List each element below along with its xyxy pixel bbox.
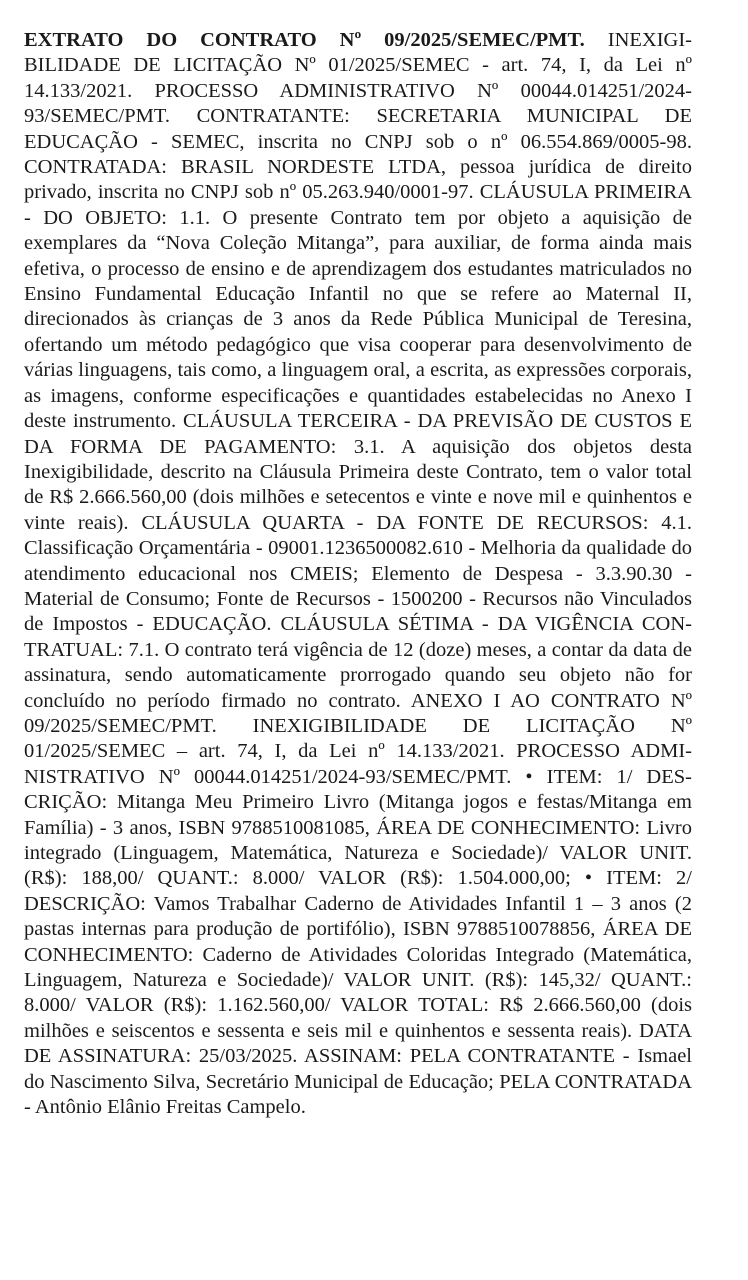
document-body: INEXIGIBILIDADE DE LICITAÇÃO Nº 01/2025/SEMEC - art. 74, I, da Lei nº 14.133/2021. PROCESSO ADMINISTRATIVO Nº 00044.014251/2024-93/SEMEC/PMT. CONTRATANTE: SECRETARIA MUNICIPAL DE EDUCAÇÃO - SEMEC, inscrita no CNPJ sob o nº 06.554.869/0005-98. CONTRATADA: BRASIL NORDESTE LTDA, pessoa jurídica de direito privado, inscrita no CNPJ sob nº 05.263.940/0001-97. CLÁUSULA PRIMEIRA - DO OBJETO: 1.1. O presente Contrato tem por objeto a aquisição de exemplares da “Nova Coleção Mitanga”, para auxiliar, de forma ainda mais efetiva, o processo de ensino e de aprendizagem dos estudantes matriculados no Ensino Fundamental Educação Infantil no que se refere ao Maternal II, direcionados às crianças de 3 anos da Rede Pública Municipal de Teresina, ofertando um método pedagógico que visa cooperar para desenvolvimento de várias linguagens, tais como, a linguagem oral, a escrita, as expressões corporais, as imagens, conforme especificações e quantidades estabelecidas no Anexo I deste instrumento. CLÁUSULA TERCEIRA - DA PREVISÃO DE CUSTOS E DA FORMA DE PAGAMENTO: 3.1. A aquisição dos objetos desta Inexigibilidade, descrito na Cláusula Primeira deste Contrato, tem o valor total de R$ 2.666.560,00 (dois milhões e setecentos e vinte e nove mil e quinhentos e vinte reais). CLÁUSULA QUARTA - DA FONTE DE RECURSOS: 4.1. Classificação Orçamentária - 09001.1236500082.610 - Melhoria da qualidade do atendimento educacional nos CMEIS; Elemento de Despesa - 3.3.90.30 - Material de Consumo; Fonte de Recursos - 1500200 - Recursos não Vinculados de Impostos - EDUCAÇÃO. CLÁUSULA SÉTIMA - DA VIGÊNCIA CONTRATUAL: 7.1. O contrato terá vigência de 12 (doze) meses, a contar da data de assinatura, sendo automaticamente prorrogado quando seu objeto não for concluído no período firmado no contrato. ANEXO I AO CONTRATO Nº 09/2025/SEMEC/PMT. INEXIGIBILIDADE DE LICITAÇÃO Nº 01/2025/SEMEC – art. 74, I, da Lei nº 14.133/2021. PROCESSO ADMINISTRATIVO Nº 00044.014251/2024-93/SEMEC/PMT. • ITEM: 1/ DESCRIÇÃO: Mitanga Meu Primeiro Livro (Mitanga jogos e festas/Mitanga em Família) - 3 anos, ISBN 9788510081085, ÁREA DE CONHECIMENTO: Livro integrado (Linguagem, Matemática, Natureza e Sociedade)/ VALOR UNIT. (R$): 188,00/ QUANT.: 8.000/ VALOR (R$): 1.504.000,00; • ITEM: 2/ DESCRIÇÃO: Vamos Trabalhar Caderno de Atividades Infantil 1 – 3 anos (2 pastas internas para produção de portifólio), ISBN 9788510078856, ÁREA DE CONHECIMENTO: Caderno de Atividades Coloridas Integrado (Matemática, Linguagem, Natureza e Sociedade)/ VALOR UNIT. (R$): 145,32/ QUANT.: 8.000/ VALOR (R$): 1.162.560,00/ VALOR TOTAL: R$ 2.666.560,00 (dois milhões e seiscentos e sessenta e seis mil e quinhentos e sessenta reais). DATA DE ASSINATURA: 25/03/2025. ASSINAM: PELA CONTRATANTE - Ismael do Nascimento Silva, Secretário Municipal de Educação; PELA CONTRATADA - Antônio Elânio Freitas Campelo. bbox=[24, 29, 692, 1119]
document-title: EXTRATO DO CONTRATO Nº 09/2025/SEMEC/PMT. bbox=[24, 29, 585, 51]
contract-extract bbox=[24, 28, 692, 1120]
